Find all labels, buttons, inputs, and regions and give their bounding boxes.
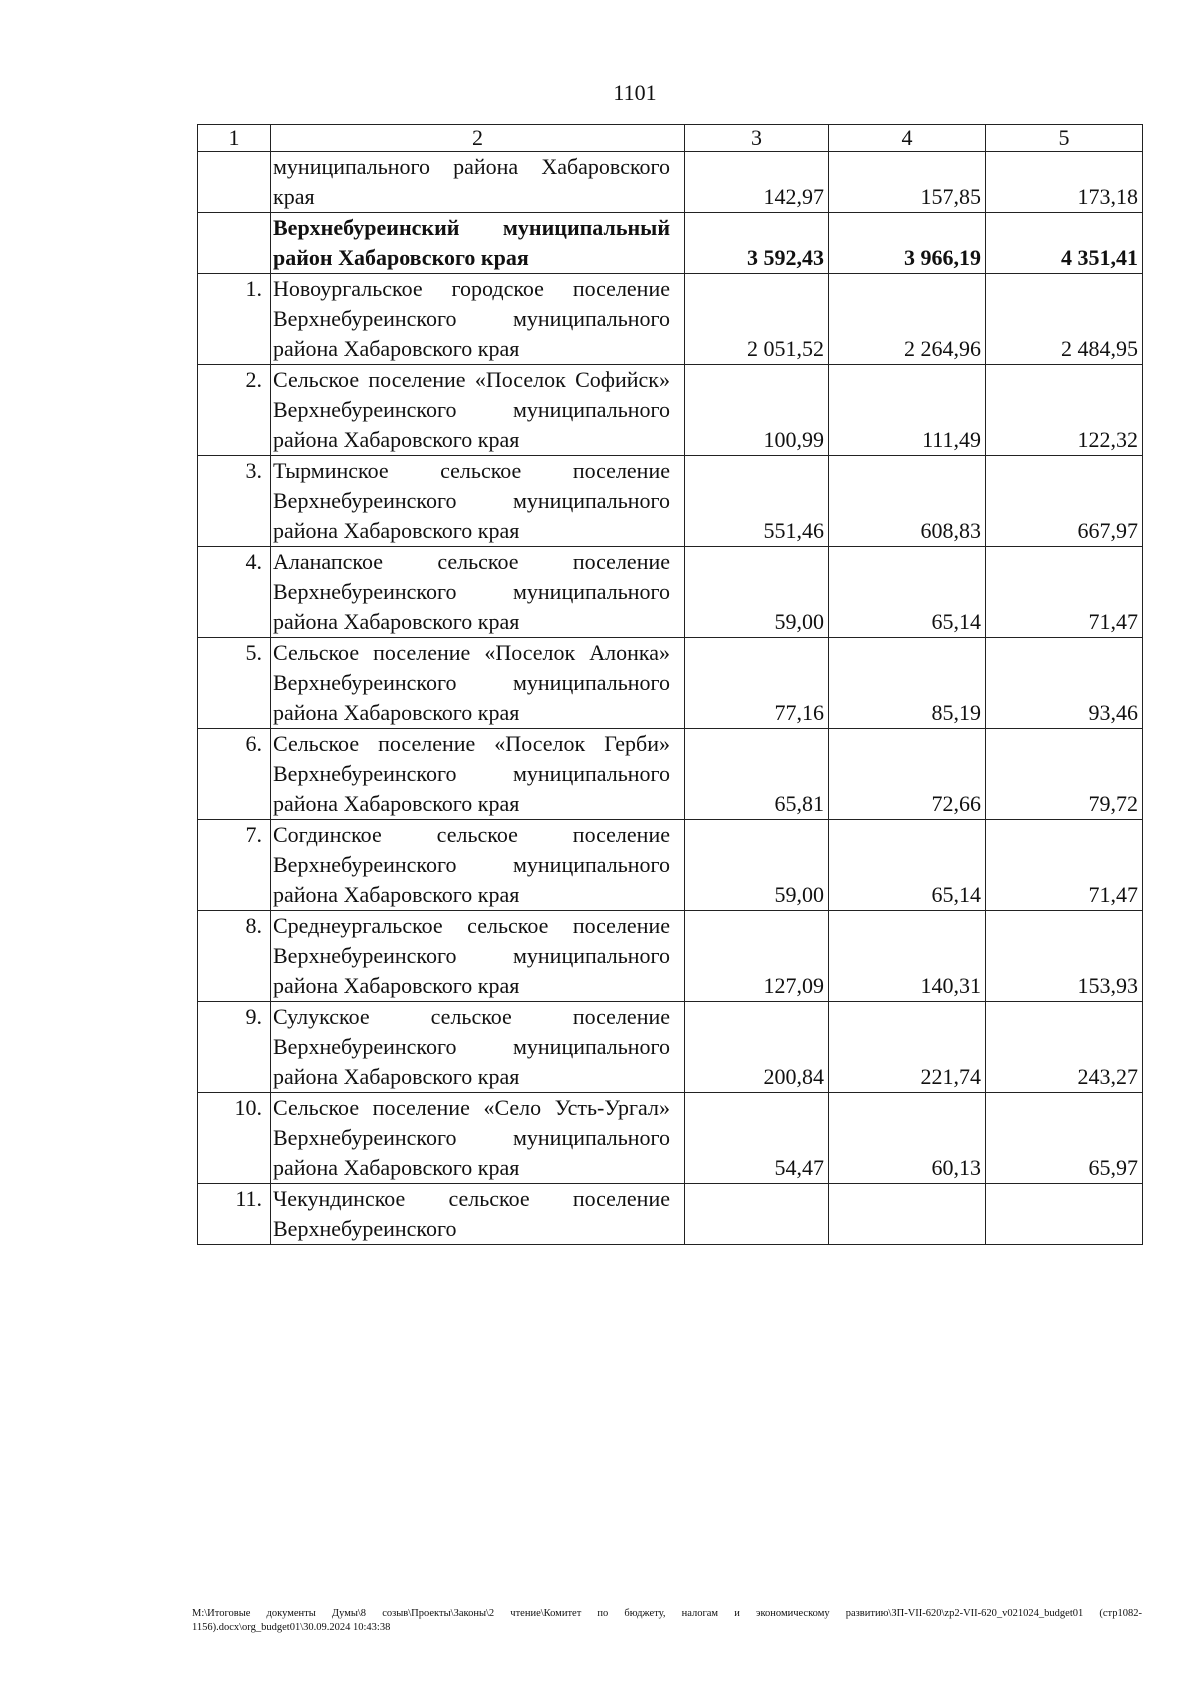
- value-col-5: 173,18: [986, 152, 1143, 213]
- value-col-4: 60,13: [829, 1093, 986, 1184]
- row-name: Сельское поселение «Поселок Софийск» Верхнебуреинского муниципального района Хабаровского края: [271, 365, 685, 456]
- value-col-4: 140,31: [829, 911, 986, 1002]
- row-number: 4.: [198, 547, 271, 638]
- value-col-3: [685, 1184, 829, 1245]
- row-number: 6.: [198, 729, 271, 820]
- value-col-4: 65,14: [829, 547, 986, 638]
- row-number: 10.: [198, 1093, 271, 1184]
- value-col-3: 551,46: [685, 456, 829, 547]
- value-col-5: 243,27: [986, 1002, 1143, 1093]
- row-name: Аланапское сельское поселение Верхнебуреинского муниципального района Хабаровского края: [271, 547, 685, 638]
- budget-table-body: [198, 125, 1143, 1245]
- value-col-5: 93,46: [986, 638, 1143, 729]
- row-name: Сельское поселение «Село Усть-Ургал» Верхнебуреинского муниципального района Хабаровского края: [271, 1093, 685, 1184]
- row-name: Сельское поселение «Поселок Алонка» Верхнебуреинского муниципального района Хабаровского края: [271, 638, 685, 729]
- table-row: [198, 213, 1143, 274]
- value-col-4: 85,19: [829, 638, 986, 729]
- value-col-3: 77,16: [685, 638, 829, 729]
- value-col-5: 667,97: [986, 456, 1143, 547]
- value-col-3: 59,00: [685, 547, 829, 638]
- value-col-5: 65,97: [986, 1093, 1143, 1184]
- value-col-4: 221,74: [829, 1002, 986, 1093]
- budget-table: [197, 124, 1143, 1245]
- table-row: [198, 820, 1143, 911]
- page-number: 1101: [613, 80, 657, 105]
- value-col-5: 4 351,41: [986, 213, 1143, 274]
- table-row: [198, 1002, 1143, 1093]
- row-number: 8.: [198, 911, 271, 1002]
- row-number: [198, 213, 271, 274]
- row-number: 5.: [198, 638, 271, 729]
- row-name: Сулукское сельское поселение Верхнебуреинского муниципального района Хабаровского края: [271, 1002, 685, 1093]
- value-col-5: 153,93: [986, 911, 1143, 1002]
- row-number: 9.: [198, 1002, 271, 1093]
- value-col-5: 122,32: [986, 365, 1143, 456]
- table-row: [198, 152, 1143, 213]
- value-col-4: 72,66: [829, 729, 986, 820]
- row-name: Новоургальское городское поселение Верхнебуреинского муниципального района Хабаровского края: [271, 274, 685, 365]
- header-col-2: 2: [271, 125, 685, 152]
- value-col-5: [986, 1184, 1143, 1245]
- table-row: [198, 911, 1143, 1002]
- row-number: 2.: [198, 365, 271, 456]
- header-col-5: 5: [986, 125, 1143, 152]
- table-row: [198, 365, 1143, 456]
- value-col-4: [829, 1184, 986, 1245]
- value-col-3: 54,47: [685, 1093, 829, 1184]
- table-row: [198, 1093, 1143, 1184]
- row-name: Среднеургальское сельское поселение Верхнебуреинского муниципального района Хабаровского края: [271, 911, 685, 1002]
- value-col-3: 200,84: [685, 1002, 829, 1093]
- row-name: муниципального района Хабаровского края: [271, 152, 685, 213]
- value-col-4: 2 264,96: [829, 274, 986, 365]
- value-col-5: 71,47: [986, 547, 1143, 638]
- header-col-1: 1: [198, 125, 271, 152]
- value-col-3: 3 592,43: [685, 213, 829, 274]
- table-header-row: [198, 125, 1143, 152]
- value-col-3: 100,99: [685, 365, 829, 456]
- row-name: Согдинское сельское поселение Верхнебуреинского муниципального района Хабаровского края: [271, 820, 685, 911]
- row-number: 3.: [198, 456, 271, 547]
- table-row: [198, 638, 1143, 729]
- table-row: [198, 729, 1143, 820]
- header-col-3: 3: [685, 125, 829, 152]
- value-col-4: 3 966,19: [829, 213, 986, 274]
- value-col-5: 79,72: [986, 729, 1143, 820]
- value-col-3: 65,81: [685, 729, 829, 820]
- value-col-5: 71,47: [986, 820, 1143, 911]
- row-name: Тырминское сельское поселение Верхнебуреинского муниципального района Хабаровского края: [271, 456, 685, 547]
- row-name: Верхнебуреинский муниципальный район Хабаровского края: [271, 213, 685, 274]
- value-col-3: 2 051,52: [685, 274, 829, 365]
- value-col-4: 608,83: [829, 456, 986, 547]
- value-col-4: 111,49: [829, 365, 986, 456]
- file-path-footer: M:\Итоговые документы Думы\8 созыв\Проекты\Законы\2 чтение\Комитет по бюджету, налогам и экономическому развитию\ЗП-VII-620\zp2-VII-620_v021024_budget01 (стр1082-1156).docx\org_budget01\30.09.2024 10:43:38: [192, 1608, 1142, 1633]
- row-number: 1.: [198, 274, 271, 365]
- row-number: [198, 152, 271, 213]
- table-row: [198, 274, 1143, 365]
- row-number: 7.: [198, 820, 271, 911]
- table-row: [198, 1184, 1143, 1245]
- value-col-4: 157,85: [829, 152, 986, 213]
- header-col-4: 4: [829, 125, 986, 152]
- table-row: [198, 547, 1143, 638]
- row-name: Чекундинское сельское поселение Верхнебуреинского: [271, 1184, 685, 1245]
- row-number: 11.: [198, 1184, 271, 1245]
- value-col-5: 2 484,95: [986, 274, 1143, 365]
- row-name: Сельское поселение «Поселок Герби» Верхнебуреинского муниципального района Хабаровского края: [271, 729, 685, 820]
- value-col-4: 65,14: [829, 820, 986, 911]
- value-col-3: 127,09: [685, 911, 829, 1002]
- table-row: [198, 456, 1143, 547]
- value-col-3: 59,00: [685, 820, 829, 911]
- value-col-3: 142,97: [685, 152, 829, 213]
